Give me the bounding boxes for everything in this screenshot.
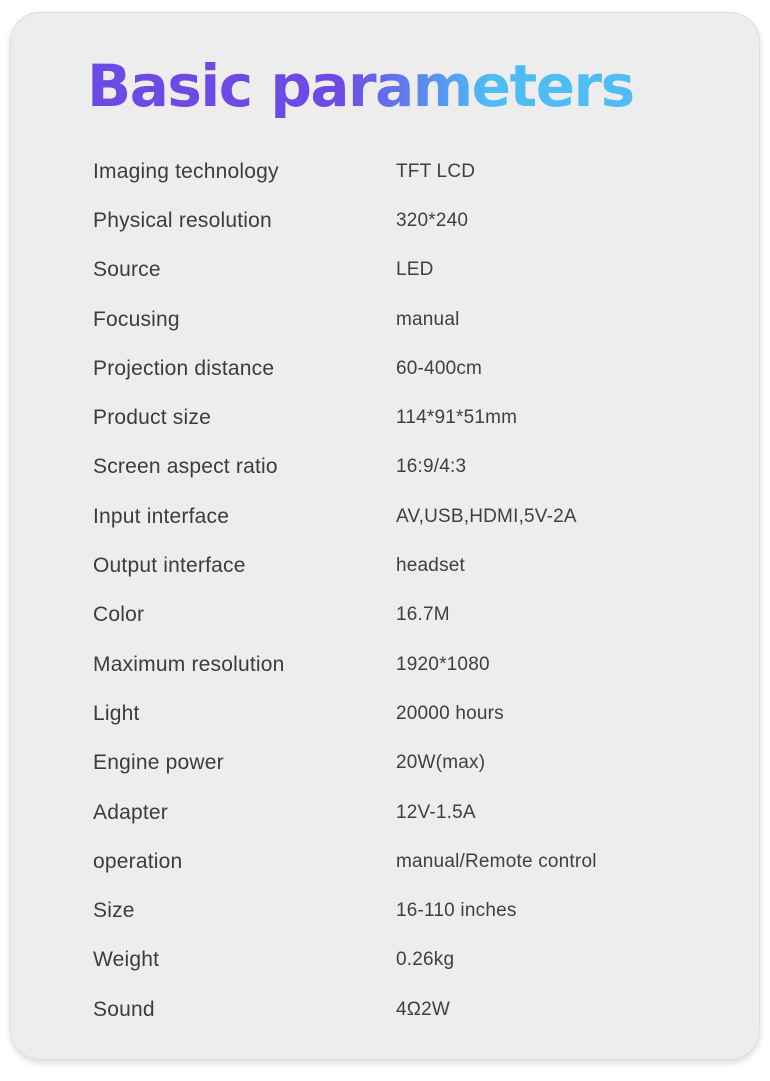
spec-row — [11, 591, 759, 640]
spec-label: Imaging technology — [93, 159, 279, 183]
spec-label: Input interface — [93, 504, 230, 528]
spec-row — [11, 739, 759, 788]
spec-value: 16:9/4:3 — [396, 456, 467, 478]
spec-value: 60-400cm — [396, 357, 483, 379]
spec-value: manual — [396, 308, 460, 330]
spec-value: 1920*1080 — [396, 653, 490, 675]
spec-row — [11, 344, 759, 393]
spec-label: Physical resolution — [93, 208, 272, 232]
spec-row — [11, 886, 759, 935]
spec-label: Projection distance — [93, 356, 275, 380]
spec-row — [11, 295, 759, 344]
spec-value: headset — [396, 555, 466, 577]
spec-row — [11, 837, 759, 886]
spec-label: Product size — [93, 406, 211, 430]
spec-value: 20000 hours — [396, 702, 504, 724]
spec-row — [11, 788, 759, 837]
spec-value: 20W(max) — [396, 752, 486, 774]
spec-value: manual/Remote control — [396, 850, 597, 872]
spec-label: Sound — [93, 997, 155, 1021]
spec-value: TFT LCD — [396, 160, 476, 182]
spec-value: 12V-1.5A — [396, 801, 476, 823]
spec-label: Source — [93, 258, 161, 282]
spec-label: Size — [93, 899, 135, 923]
spec-label: Screen aspect ratio — [93, 455, 278, 479]
spec-value: 4Ω2W — [396, 998, 451, 1020]
page-title: Basic parameters — [87, 52, 634, 120]
spec-label: Engine power — [93, 751, 224, 775]
spec-label: Focusing — [93, 307, 180, 331]
spec-row — [11, 147, 759, 196]
spec-table — [11, 147, 759, 1034]
spec-row — [11, 196, 759, 245]
spec-row — [11, 689, 759, 738]
spec-value: 16-110 inches — [396, 900, 517, 922]
spec-row — [11, 443, 759, 492]
spec-row — [11, 640, 759, 689]
spec-row — [11, 246, 759, 295]
spec-label: Maximum resolution — [93, 652, 285, 676]
spec-row — [11, 541, 759, 590]
spec-label: Weight — [93, 948, 160, 972]
spec-label: Color — [93, 603, 145, 627]
spec-value: LED — [396, 259, 434, 281]
spec-value: AV,USB,HDMI,5V-2A — [396, 505, 577, 527]
spec-row — [11, 492, 759, 541]
spec-value: 114*91*51mm — [396, 407, 518, 429]
spec-card — [10, 12, 760, 1060]
spec-row — [11, 393, 759, 442]
spec-value: 0.26kg — [396, 949, 455, 971]
spec-label: Adapter — [93, 800, 168, 824]
spec-row — [11, 936, 759, 985]
spec-value: 16.7M — [396, 604, 450, 626]
spec-label: Output interface — [93, 554, 246, 578]
spec-row — [11, 985, 759, 1034]
spec-label: operation — [93, 849, 183, 873]
spec-value: 320*240 — [396, 209, 469, 231]
spec-label: Light — [93, 701, 140, 725]
